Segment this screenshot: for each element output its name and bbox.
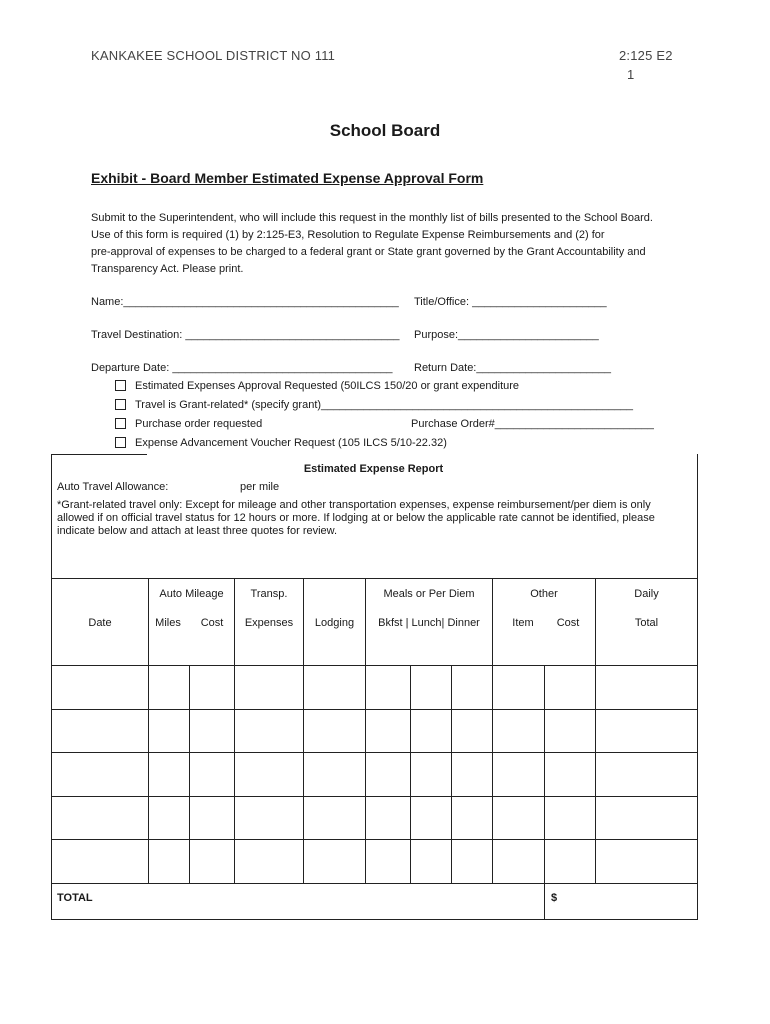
return-date-field[interactable]: Return Date:______________________ — [414, 362, 611, 374]
col-divider — [234, 665, 235, 883]
checkbox-label: Estimated Expenses Approval Requested (50ILCS 150/20 or grant expenditure — [135, 380, 520, 392]
auto-allowance-label: Auto Travel Allowance: — [57, 481, 169, 493]
checkbox-icon[interactable] — [115, 380, 126, 391]
col-divider — [595, 665, 596, 883]
checkbox-label: Travel is Grant-related* (specify grant)___________________________________________________ — [135, 399, 634, 411]
checkbox-purchase-order[interactable] — [115, 418, 262, 430]
instructions — [91, 210, 653, 278]
row-border — [51, 883, 698, 884]
col-divider — [365, 665, 366, 883]
header-date: Date — [88, 617, 112, 629]
report-top-border — [51, 454, 147, 455]
header-transp: Transp. — [250, 588, 288, 600]
exhibit-title: Exhibit - Board Member Estimated Expense Approval Form — [91, 170, 484, 186]
page-number: 1 — [627, 67, 635, 82]
name-field[interactable]: Name:_____________________________________________ — [91, 296, 399, 308]
departure-date-field[interactable]: Departure Date: ____________________________________ — [91, 362, 393, 374]
checkbox-approval-requested[interactable] — [115, 380, 519, 392]
note-line: allowed if on official travel status for 12 hours or more. If lodging at or below the applicable rate cannot be identified, please — [57, 512, 655, 524]
checkbox-advancement-voucher[interactable] — [115, 437, 447, 449]
header-meals-detail: Bkfst | Lunch| Dinner — [378, 617, 480, 629]
instruction-line: pre-approval of expenses to be charged to a federal grant or State grant governed by the Grant Accountability and — [91, 246, 646, 258]
col-divider — [451, 665, 452, 883]
per-mile-label: per mile — [240, 481, 280, 493]
purpose-field[interactable]: Purpose:_______________________ — [414, 329, 599, 341]
checkbox-label: Expense Advancement Voucher Request (105 ILCS 5/10-22.32) — [135, 437, 447, 449]
header-item: Item — [512, 617, 534, 629]
title-office-field[interactable]: Title/Office: ______________________ — [414, 296, 607, 308]
col-divider — [303, 665, 304, 883]
col-divider — [148, 665, 149, 883]
total-dollar-field[interactable]: $ — [551, 892, 558, 904]
header-daily: Daily — [634, 588, 659, 600]
col-divider — [410, 665, 411, 883]
report-right-border — [697, 454, 698, 920]
policy-code: 2:125 E2 — [619, 48, 673, 63]
checkbox-icon[interactable] — [115, 437, 126, 448]
purchase-order-number-field[interactable]: Purchase Order#__________________________ — [411, 418, 654, 430]
header-expenses: Expenses — [244, 617, 294, 629]
instruction-line: Use of this form is required (1) by 2:125-E3, Resolution to Regulate Expense Reimbursements and (2) for — [91, 229, 605, 241]
grant-note — [57, 499, 655, 538]
report-title: Estimated Expense Report — [303, 463, 444, 475]
checkbox-grant-related[interactable] — [115, 399, 633, 411]
table-bottom-border — [51, 919, 698, 920]
travel-destination-field[interactable]: Travel Destination: ___________________________________ — [91, 329, 400, 341]
checkbox-icon[interactable] — [115, 418, 126, 429]
header-mileage-cost: Cost — [200, 617, 224, 629]
header-meals: Meals or Per Diem — [383, 588, 475, 600]
checkbox-icon[interactable] — [115, 399, 126, 410]
header-total: Total — [634, 617, 659, 629]
header-other: Other — [530, 588, 558, 600]
checkbox-label: Purchase order requested — [135, 418, 263, 430]
instruction-line: Transparency Act. Please print. — [91, 263, 244, 275]
report-left-border — [51, 454, 52, 920]
col-divider — [492, 665, 493, 883]
col-divider — [189, 665, 190, 883]
header-auto-mileage: Auto Mileage — [159, 588, 224, 600]
header-lodging: Lodging — [314, 617, 355, 629]
total-divider — [544, 883, 545, 919]
col-divider — [544, 665, 545, 883]
total-label: TOTAL — [57, 892, 93, 904]
instruction-line: Submit to the Superintendent, who will include this request in the monthly list of bills presented to the School Board. — [91, 212, 653, 224]
header-miles: Miles — [155, 617, 181, 629]
header-other-cost: Cost — [556, 617, 580, 629]
note-line: indicate below and attach at least three quotes for review. — [57, 525, 338, 537]
note-line: *Grant-related travel only: Except for mileage and other transportation expenses, expense reimbursement/per diem is only — [57, 499, 651, 511]
district-name: KANKAKEE SCHOOL DISTRICT NO 111 — [91, 48, 336, 63]
page-title: School Board — [329, 121, 441, 140]
